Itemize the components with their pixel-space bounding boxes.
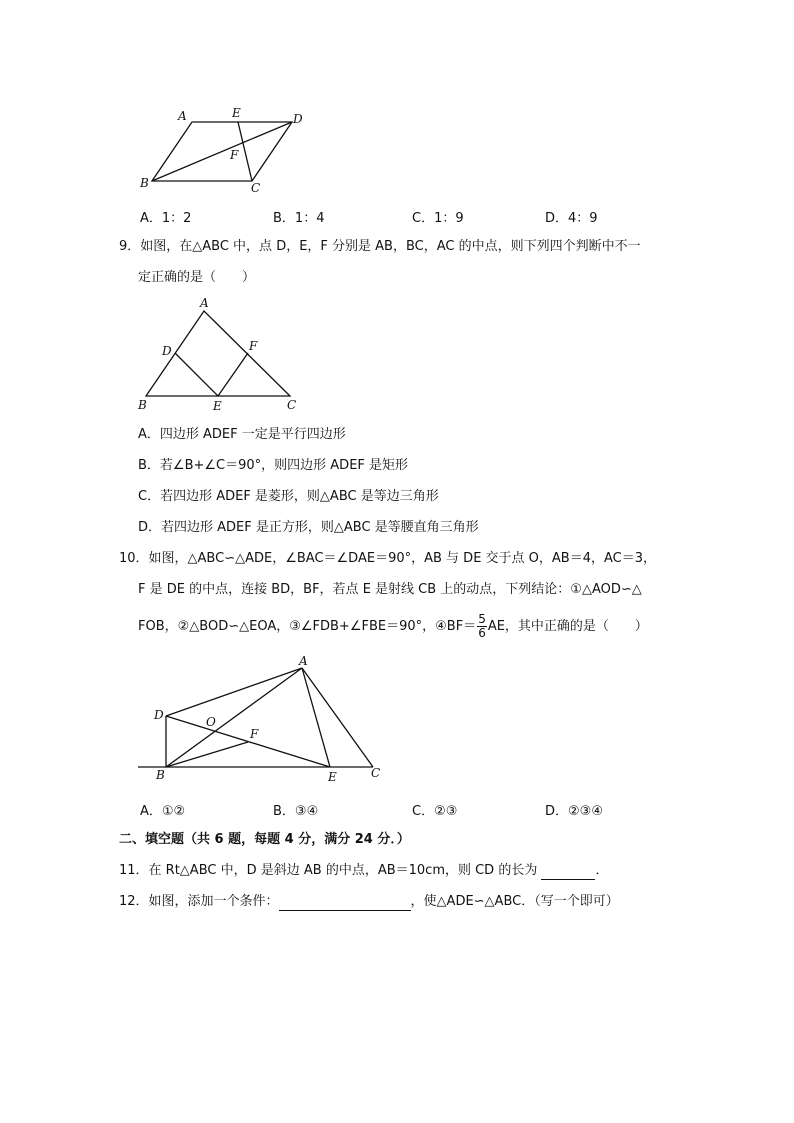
q10-option-a[interactable]: A．①② <box>140 804 186 819</box>
label-f: F <box>249 339 258 353</box>
segment-da <box>166 668 302 716</box>
q10-stem-line3 <box>138 610 648 644</box>
q10-stem-line1: 10．如图，△ABC∽△ADE，∠BAC＝∠DAE＝90°，AB 与 DE 交于点 O，AB＝4，AC＝3， <box>119 551 656 566</box>
q11-text-b: ． <box>595 863 609 878</box>
q10-option-b[interactable]: B．③④ <box>273 804 319 819</box>
q9-option-a[interactable]: A．四边形 ADEF 一定是平行四边形 <box>138 427 346 442</box>
q10-line3-text-b: AE，其中正确的是（ ） <box>487 619 648 634</box>
segments-def <box>175 353 248 396</box>
label-e: E <box>213 399 222 413</box>
label-d: D <box>154 708 164 722</box>
figure-triangle-midpoints <box>130 295 310 415</box>
fraction-numerator: 5 <box>478 612 486 626</box>
q9-option-c[interactable]: C．若四边形 ADEF 是菱形，则△ABC 是等边三角形 <box>138 489 439 504</box>
label-o: O <box>206 715 216 729</box>
label-a: A <box>299 654 308 668</box>
label-d: D <box>293 112 303 126</box>
label-b: B <box>156 768 165 782</box>
q9-stem-line1: 9．如图，在△ABC 中，点 D，E，F 分别是 AB，BC，AC 的中点，则下列四个判断中不一 <box>119 239 641 254</box>
q12-text-a: 12．如图，添加一个条件： <box>119 894 279 909</box>
label-e: E <box>328 770 337 784</box>
segment-ac <box>302 668 373 767</box>
segment-ec <box>238 122 252 181</box>
label-f: F <box>230 148 239 162</box>
q8-option-c[interactable]: C．1：9 <box>412 211 464 226</box>
q12-answer-blank[interactable] <box>279 896 411 911</box>
q8-option-a[interactable]: A．1：2 <box>140 211 192 226</box>
label-b: B <box>138 398 147 412</box>
label-d: D <box>162 344 172 358</box>
q12-text-b: ，使△ADE∽△ABC．（写一个即可） <box>410 894 619 909</box>
q11-text-a: 11．在 Rt△ABC 中，D 是斜边 AB 的中点，AB＝10cm，则 CD 的长为 <box>119 863 542 878</box>
label-a: A <box>200 296 209 310</box>
q9-stem-line2: 定正确的是（ ） <box>138 270 256 285</box>
q11-stem <box>119 862 608 880</box>
fraction-denominator: 6 <box>478 626 486 640</box>
q10-stem-line2: F 是 DE 的中点，连接 BD，BF，若点 E 是射线 CB 上的动点，下列结论：①△AOD∽△ <box>138 582 642 597</box>
label-a: A <box>178 109 187 123</box>
section-heading: 二、填空题（共 6 题，每题 4 分，满分 24 分．） <box>119 832 410 847</box>
label-c: C <box>287 398 297 412</box>
label-f: F <box>250 727 259 741</box>
q10-option-c[interactable]: C．②③ <box>412 804 458 819</box>
label-c: C <box>251 181 261 195</box>
segment-bd <box>152 122 292 181</box>
q8-option-b[interactable]: B．1：4 <box>273 211 325 226</box>
q9-option-b[interactable]: B．若∠B+∠C＝90°，则四边形 ADEF 是矩形 <box>138 458 409 473</box>
figure-parallelogram <box>130 100 320 200</box>
q12-stem <box>119 893 619 911</box>
fraction-five-sixths <box>477 613 487 640</box>
label-b: B <box>140 176 149 190</box>
segment-ae <box>302 668 330 767</box>
label-e: E <box>232 106 241 120</box>
q10-line3-text-a: FOB，②△BOD∽△EOA，③∠FDB+∠FBE＝90°，④BF＝ <box>138 619 477 634</box>
q9-option-d[interactable]: D．若四边形 ADEF 是正方形，则△ABC 是等腰直角三角形 <box>138 520 479 535</box>
label-c: C <box>371 766 381 780</box>
figure-similar-triangles <box>130 650 390 785</box>
q11-answer-blank[interactable] <box>541 865 595 880</box>
q8-option-d[interactable]: D．4：9 <box>545 211 598 226</box>
segment-bf <box>166 742 248 767</box>
q10-option-d[interactable]: D．②③④ <box>545 804 603 819</box>
